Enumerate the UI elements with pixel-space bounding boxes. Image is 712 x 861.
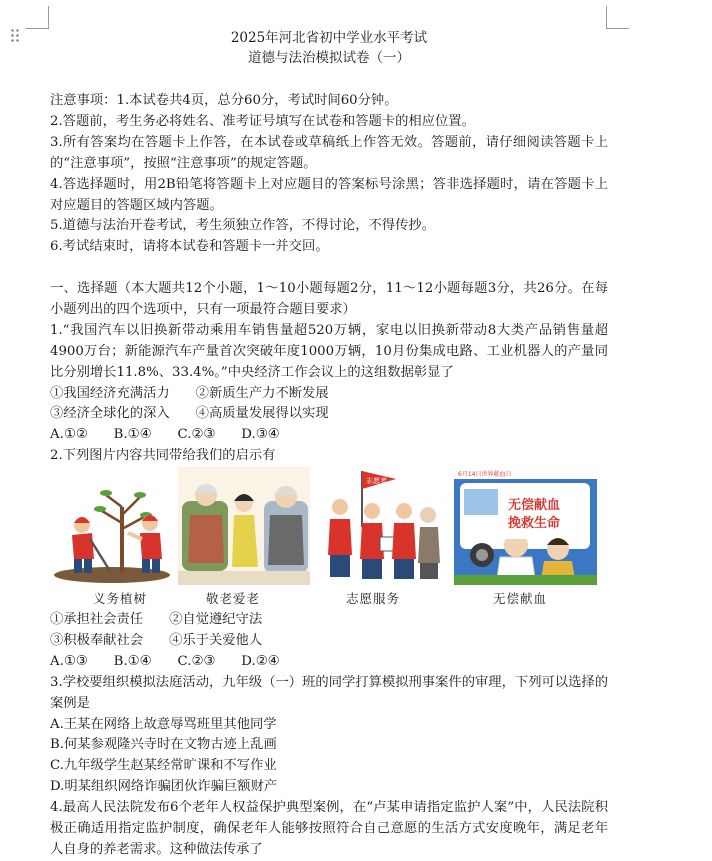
option-c: C.②③ [177,653,216,669]
image-captions [50,589,608,609]
option-d: D.③④ [241,427,280,443]
option-b: B.①④ [113,427,152,443]
section-heading: 一、选择题（本大题共12个小题，1～10小题每题2分，11～12小题每题3分，共26分。在每小题列出的四个选项中，只有一项最符合题目要求） [50,281,608,317]
caption-tree-planting: 义务植树 [93,591,148,606]
option-c: C.②③ [177,427,216,443]
question-block-1 [50,279,608,467]
option-b: B.①④ [113,653,152,669]
question-1-stem: 1.“我国汽车以旧换新带动乘用车销售量超520万辆，家电以旧换新带动8大类产品销售量超4900万台；新能源汽车产量首次突破年度1000万辆，10月份集成电路、工业机器人的产量同比分别增长11.8%、33.4%。”中央经济工作会议上的这组数据彰显了 [50,322,608,380]
option-c: C.九年级学生赵某经常旷课和不写作业 [50,758,277,774]
question-2-statements-row-1 [50,610,608,631]
option-d: D.②④ [241,653,280,669]
statement: ④高质量发展得以实现 [195,406,329,422]
option-b: B.何某参观隆兴寺时在文物古迹上乱画 [50,737,277,753]
note-item: 4.答选择题时，用2B铅笔将答题卡上对应题目的答案标号涂黑；答非选择题时，请在答题卡上对应题目的答题区域内答题。 [50,176,608,213]
note-item: 3.所有答案均在答题卡上作答，在本试卷或草稿纸上作答无效。答题前，请仔细阅读答题卡上的“注意事项”，按照“注意事项”的规定答题。 [50,134,608,171]
exam-subtitle: 道德与法治模拟试卷（一） [248,50,410,66]
statement: ②自觉遵纪守法 [169,612,263,627]
blood-donation-image [454,467,597,585]
question-block-2 [50,610,608,861]
note-item: 6.考试结束时，请将本试卷和答题卡一并交回。 [50,239,329,255]
poster-banner: 6月14日世界献血日 [458,471,512,478]
option-a: A.王某在网络上故意辱骂班里其他同学 [50,716,277,732]
statement: ②新质生产力不断发展 [195,385,329,401]
caption-volunteer: 志愿服务 [346,591,401,606]
poster-slogan-2: 挽救生命 [508,516,561,531]
page-corner-mark-top-right [606,6,629,29]
question-1-statements-row-1 [50,384,608,405]
question-2-options [50,652,608,673]
statement: ①承担社会责任 [50,612,144,627]
poster-slogan-1: 无偿献血 [508,498,561,513]
question-4-stem: 4.最高人民法院发布6个老年人权益保护典型案例，在“卢某申请指定监护人案”中，人民法院积极正确适用指定监护制度，确保老年人能够按照符合自己意愿的生活方式安度晚年，满足老年人自身的养老需求。这种做法传承了 [50,800,608,857]
question-2-images [52,467,608,585]
question-3-stem: 3.学校要组织模拟法庭活动，九年级（一）班的同学打算模拟刑事案件的审理，下列可以选择的案例是 [50,674,608,711]
note-item: 注意事项：1.本试卷共4页，总分60分，考试时间60分钟。 [50,93,398,108]
flag-label: 志愿者 [366,477,387,485]
tree-planting-image [52,467,170,585]
note-item: 2.答题前，考生务必将姓名、准考证号填写在试卷和答题卡的相应位置。 [50,113,475,129]
statement: ④乐于关爱他人 [169,632,263,648]
option-d: D.明某组织网络诈骗团伙诈骗巨额财产 [50,779,278,795]
caption-elderly-care: 敬老爱老 [206,591,261,606]
option-a: A.①③ [50,653,88,669]
question-1-statements-row-2 [50,404,608,425]
option-a: A.①② [50,427,88,443]
statement: ①我国经济充满活力 [50,385,170,401]
elderly-care-image [178,467,310,585]
notes-section [50,91,608,258]
note-item: 5.道德与法治开卷考试，考生须独立作答，不得讨论，不得传抄。 [50,218,435,234]
volunteer-service-image [322,467,442,585]
question-2-statements-row-2 [50,631,608,652]
question-1-options [50,425,608,446]
caption-blood-donation: 无偿献血 [493,591,548,606]
statement: ③积极奉献社会 [50,632,144,648]
page-corner-mark-top-left [26,6,49,29]
statement: ③经济全球化的深入 [50,406,170,422]
question-2-stem: 2.下列图片内容共同带给我们的启示有 [50,448,276,464]
drag-handle-icon[interactable] [10,28,20,44]
exam-title: 2025年河北省初中学业水平考试 [230,30,428,46]
